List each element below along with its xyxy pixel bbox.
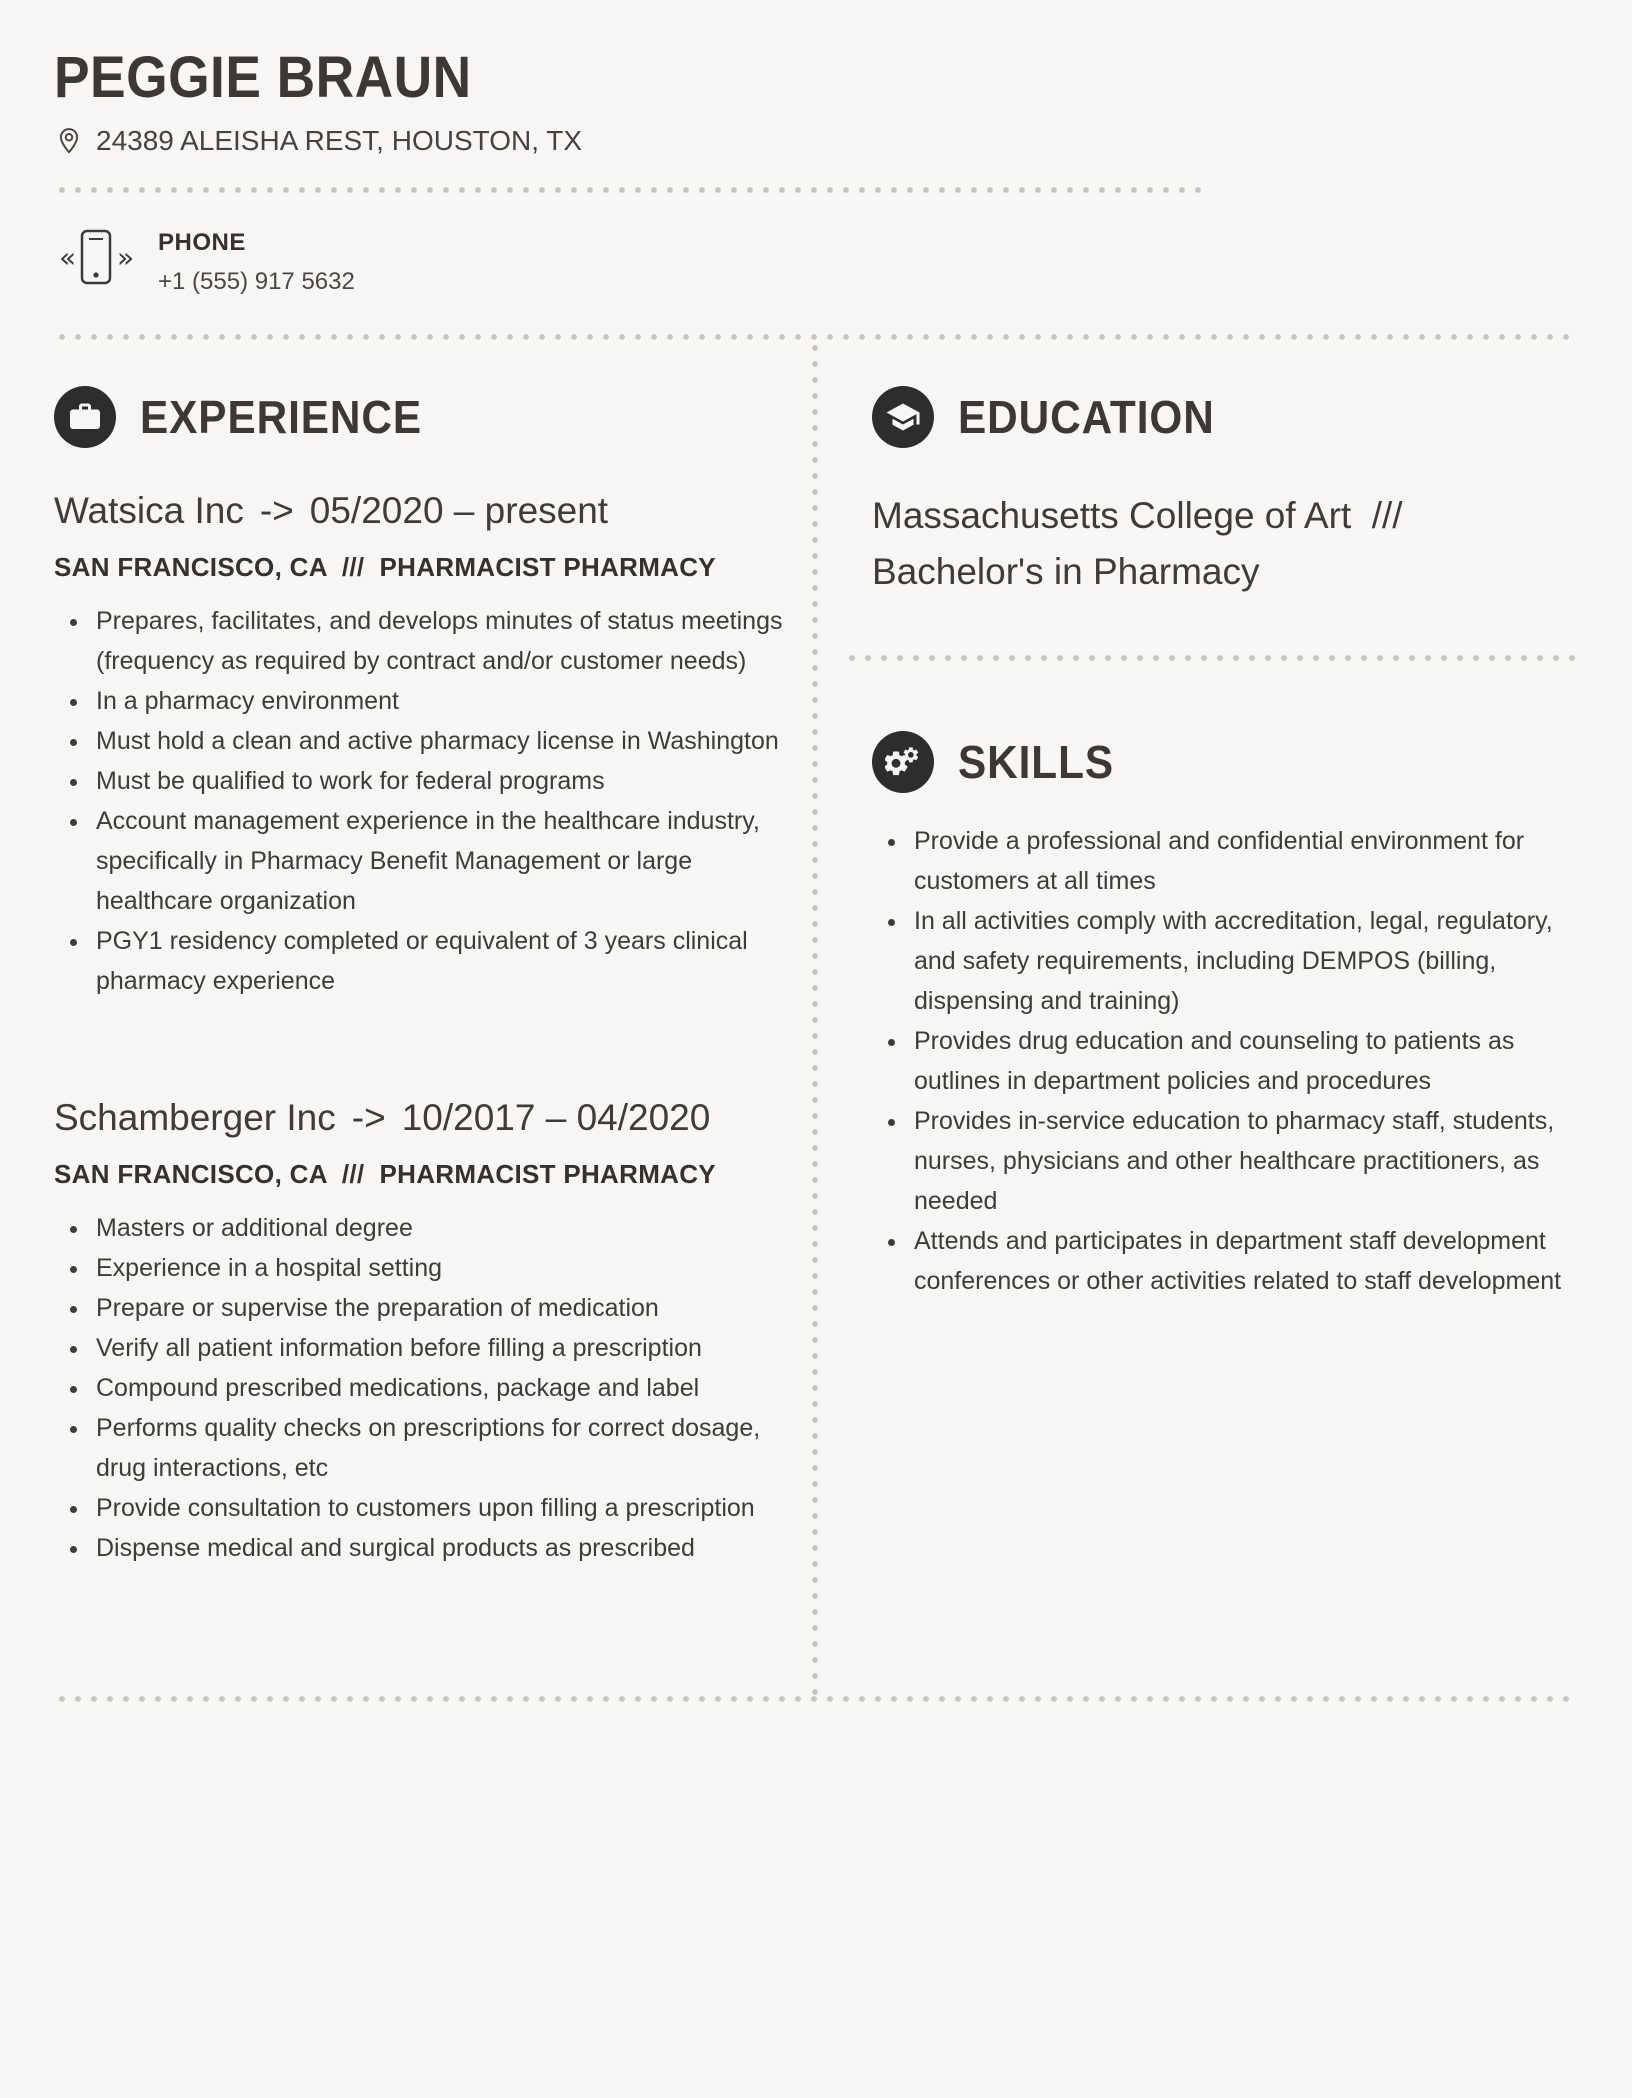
skills-bullet-list [872,821,1578,1301]
bullet-item: • Compound prescribed medications, package and label [90,1368,812,1408]
job-company: Watsica Inc [54,490,244,531]
skills-title: SKILLS [958,736,1114,788]
job-arrow: -> [259,490,294,531]
svg-text:»: » [117,241,134,274]
gears-icon [872,731,934,793]
divider-education [844,655,1578,661]
bullet-item: • Account management experience in the healthcare industry, specifically in Pharmacy Benefit Management or large healthcare organization [90,801,812,921]
phone-block [158,227,355,296]
bullet-item: • Prepares, facilitates, and develops minutes of status meetings (frequency as required by contract and/or customer needs) [90,601,812,681]
briefcase-icon [54,386,116,448]
location-pin-icon [54,126,84,156]
contact-section [58,227,1578,296]
education-section [872,386,1578,599]
bullet-item: • Masters or additional degree [90,1208,812,1248]
bullet-item: • Provide a professional and confidential environment for customers at all times [908,821,1578,901]
bullet-item: • Attends and participates in department staff development conferences or other activities related to staff development [908,1221,1578,1301]
job-arrow: -> [351,1097,386,1138]
education-header [872,386,1578,448]
divider-bottom [54,1696,1578,1702]
job-title [54,1097,812,1139]
location-row [54,125,1578,157]
bullet-item: • In a pharmacy environment [90,681,812,721]
bullet-item: • Verify all patient information before filling a prescription [90,1328,812,1368]
bullet-item: • Provide consultation to customers upon filling a prescription [90,1488,812,1528]
header [54,44,1578,157]
graduation-cap-icon [872,386,934,448]
job-dates: 10/2017 – 04/2020 [401,1097,711,1138]
job-meta: SAN FRANCISCO, CA /// PHARMACIST PHARMACY [54,552,716,582]
bullet-item: • Performs quality checks on prescriptions for correct dosage, drug interactions, etc [90,1408,812,1488]
bullet-item: • Must be qualified to work for federal programs [90,761,812,801]
mobile-phone-icon [58,227,134,292]
job-entry-2 [54,1097,812,1568]
experience-section [54,386,812,1568]
svg-text:«: « [59,241,77,274]
education-title: EDUCATION [958,391,1215,443]
job-bullet-list [54,601,812,1001]
bullet-item: • Must hold a clean and active pharmacy license in Washington [90,721,812,761]
education-text: Massachusetts College of Art /// Bachelor's in Pharmacy [872,495,1424,592]
location-text: 24389 ALEISHA REST, HOUSTON, TX [96,125,583,156]
bullet-item: • Provides drug education and counseling to patients as outlines in department policies and procedures [908,1021,1578,1101]
bullet-item: • Dispense medical and surgical products as prescribed [90,1528,812,1568]
job-company: Schamberger Inc [54,1097,336,1138]
experience-column [54,340,812,1696]
main-columns [54,340,1578,1696]
job-title [54,490,812,532]
job-entry-1 [54,490,812,1001]
experience-title: EXPERIENCE [140,391,423,443]
skills-section [872,731,1578,1301]
skills-header [872,731,1578,793]
bullet-item: • Experience in a hospital setting [90,1248,812,1288]
job-dates: 05/2020 – present [309,490,609,531]
divider-header [54,187,1208,193]
experience-header [54,386,812,448]
bullet-item: • PGY1 residency completed or equivalent of 3 years clinical pharmacy experience [90,921,812,1001]
bullet-item: • Provides in-service education to pharmacy staff, students, nurses, physicians and other healthcare practitioners, as needed [908,1101,1578,1221]
right-column [818,340,1578,1696]
bullet-item: • In all activities comply with accreditation, legal, regulatory, and safety requirements, including DEMPOS (billing, dispensing and training) [908,901,1578,1021]
job-meta: SAN FRANCISCO, CA /// PHARMACIST PHARMACY [54,1159,716,1189]
job-bullet-list [54,1208,812,1568]
phone-label: PHONE [158,229,246,256]
phone-value: +1 (555) 917 5632 [158,268,355,295]
person-name: PEGGIE BRAUN [54,45,472,110]
bullet-item: • Prepare or supervise the preparation of medication [90,1288,812,1328]
